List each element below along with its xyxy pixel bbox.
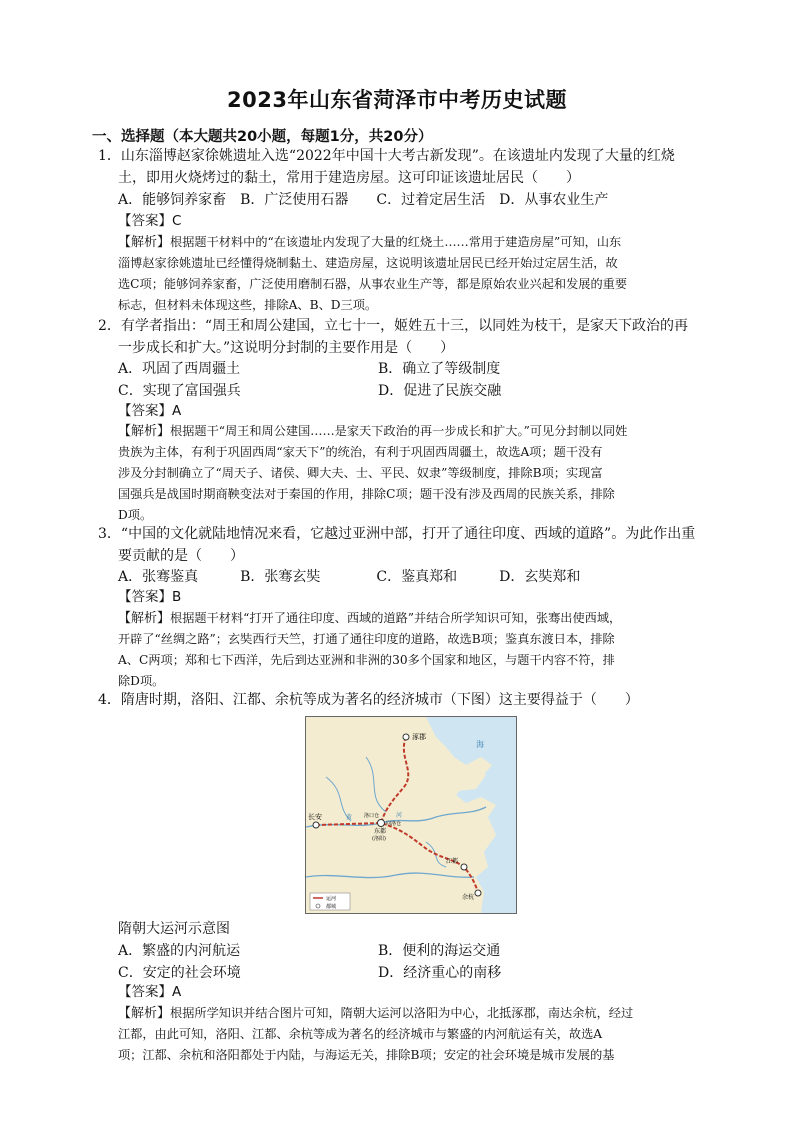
question-3-explanation	[118, 608, 702, 692]
explanation-tag: 【解析】	[118, 235, 171, 250]
explanation-line: 选C项；能够饲养家畜，广泛使用磨制石器，从事农业生产等，都是原始农业兴起和发展的重要	[118, 277, 628, 291]
question-1-options: A．能够饲养家畜 B．广泛使用石器 C．过着定居生活 D．从事农业生产	[118, 192, 609, 208]
question-2-options	[118, 358, 678, 402]
map-label-he: 河	[396, 812, 403, 819]
question-3-options: A．张骞鉴真 B．张骞玄奘 C．鉴真郑和 D．玄奘郑和	[118, 569, 581, 585]
explanation-line: 江都，由此可知，洛阳、江都、余杭等成为著名的经济城市与繁盛的内河航运有关，故选A	[118, 1027, 603, 1041]
legend-canal-label: 运河	[326, 896, 337, 902]
question-3-stem-line1: 3．“中国的文化就陆地情况来看，它越过亚洲中部，打开了通往印度、西域的道路”。为此作出重	[98, 526, 696, 542]
city-marker-luoyang	[378, 820, 385, 827]
question-2-explanation	[118, 421, 702, 526]
section-heading: 一、选择题（本大题共20小题，每题1分，共20分）	[92, 129, 433, 145]
page-title: 2023年山东省菏泽市中考历史试题	[227, 88, 567, 112]
question-1	[98, 145, 702, 189]
legend-capital-label: 都城	[326, 904, 337, 910]
option-c: C．安定的社会环境	[118, 965, 241, 981]
map-caption: 隋朝大运河示意图	[118, 921, 230, 937]
question-4-stem: 4．隋唐时期，洛阳、江都、余杭等成为著名的经济城市（下图）这主要得益于（ ）	[98, 692, 639, 708]
question-4-options	[118, 940, 678, 984]
explanation-line: D项。	[118, 508, 153, 522]
explanation-line: 根据题干材料“打开了通往印度、西域的道路”并结合所学知识可知，张骞出使西域，	[170, 611, 622, 625]
question-2-stem-line1: 2．有学者指出：“周王和周公建国，立七十一，姬姓五十三，以同姓为枝干，是家天下政治的再	[98, 318, 689, 334]
question-2	[98, 315, 702, 359]
map-label-luokoucang: 洛口仓	[364, 813, 380, 819]
option-d: D．经济重心的南移	[378, 965, 502, 981]
explanation-line: A、C两项；郑和七下西洋，先后到达亚洲和非洲的30多个国家和地区，与题干内容不符，排	[118, 653, 615, 667]
question-4-answer: 【答案】A	[118, 984, 182, 1000]
yangtze-river	[306, 873, 474, 878]
explanation-line: 项；江都、余杭和洛阳都处于内陆，与海运无关，排除B项；安定的社会环境是城市发展的基	[118, 1048, 615, 1062]
question-2-stem-line2: 一步成长和扩大。”这说明分封制的主要作用是（ ）	[118, 340, 455, 356]
explanation-line: 标志，但材料未体现这些，排除A、B、D三项。	[118, 298, 378, 312]
explanation-tag: 【解析】	[118, 611, 171, 626]
map-svg	[306, 717, 516, 913]
question-1-answer: 【答案】C	[118, 213, 182, 229]
explanation-line: 淄博赵家徐姚遗址已经懂得烧制黏土、建造房屋，这说明该遗址居民已经开始过定居生活，故	[118, 256, 618, 270]
grand-canal-map	[305, 716, 517, 914]
option-a: A．巩固了西周疆土	[118, 361, 241, 377]
sea-area	[426, 717, 516, 913]
map-label-zhuojun: 涿郡	[412, 733, 426, 741]
question-4	[98, 689, 702, 711]
question-2-answer: 【答案】A	[118, 403, 182, 419]
city-marker-changan	[313, 822, 319, 828]
legend-capital-swatch	[316, 904, 320, 908]
explanation-tag: 【解析】	[118, 1006, 171, 1021]
map-label-yuhang: 余杭	[462, 894, 475, 901]
question-3-answer: 【答案】B	[118, 589, 182, 605]
map-label-hai: 海	[476, 740, 484, 749]
explanation-line: 根据题干“周王和周公建国……是家天下政治的再一步成长和扩大。”可见分封制以同姓	[170, 424, 628, 438]
map-label-luoyang-note: (洛阳)	[372, 836, 386, 842]
question-3	[98, 523, 702, 567]
question-1-explanation	[118, 232, 702, 316]
explanation-tag: 【解析】	[118, 424, 171, 439]
map-label-huang: 黄	[346, 814, 353, 821]
question-4-explanation	[118, 1003, 702, 1066]
map-label-luoyang: 东都	[374, 828, 387, 835]
explanation-line: 涉及分封制确立了“周天子、诸侯、卿大夫、士、平民、奴隶”等级制度，排除B项；实现富	[118, 466, 603, 480]
option-d: D．促进了民族交融	[378, 383, 502, 399]
river-branch	[366, 757, 386, 812]
explanation-line: 除D项。	[118, 674, 165, 688]
city-marker-zhuojun	[403, 734, 409, 740]
explanation-line: 根据题干材料中的“在该遗址内发现了大量的红烧土……常用于建造房屋”可知，山东	[170, 235, 622, 249]
explanation-line: 根据所学知识并结合图片可知，隋朝大运河以洛阳为中心，北抵涿郡，南达余杭，经过	[170, 1006, 634, 1020]
explanation-line: 开辟了“丝绸之路”；玄奘西行天竺，打通了通往印度的道路，故选B项；鉴真东渡日本，排除	[118, 632, 615, 646]
option-b: B．确立了等级制度	[378, 361, 501, 377]
explanation-line: 贵族为主体，有利于巩固西周“家天下”的统治，有利于巩固西周疆土，故选A项；题干没有	[118, 445, 603, 459]
explanation-line: 国强兵是战国时期商鞅变法对于秦国的作用，排除C项；题干没有涉及西周的民族关系，排除	[118, 487, 615, 501]
question-3-stem-line2: 要贡献的是（ ）	[118, 548, 244, 564]
question-1-stem-line1: 1．山东淄博赵家徐姚遗址入选“2022年中国十大考古新发现”。在该遗址内发现了大量的红烧	[98, 148, 675, 164]
option-a: A．繁盛的内河航运	[118, 943, 241, 959]
option-b: B．便利的海运交通	[378, 943, 501, 959]
map-label-changan: 长安	[308, 813, 322, 821]
question-1-stem-line2: 土，即用火烧烤过的黏土，常用于建造房屋。这可印证该遗址居民（ ）	[118, 170, 580, 186]
city-marker-yuhang	[475, 890, 481, 896]
map-label-jiangdu: 江都	[446, 858, 459, 865]
city-marker-jiangdu	[461, 864, 467, 870]
option-c: C．实现了富国强兵	[118, 383, 241, 399]
map-label-huiluocang: 回洛仓	[386, 821, 402, 827]
